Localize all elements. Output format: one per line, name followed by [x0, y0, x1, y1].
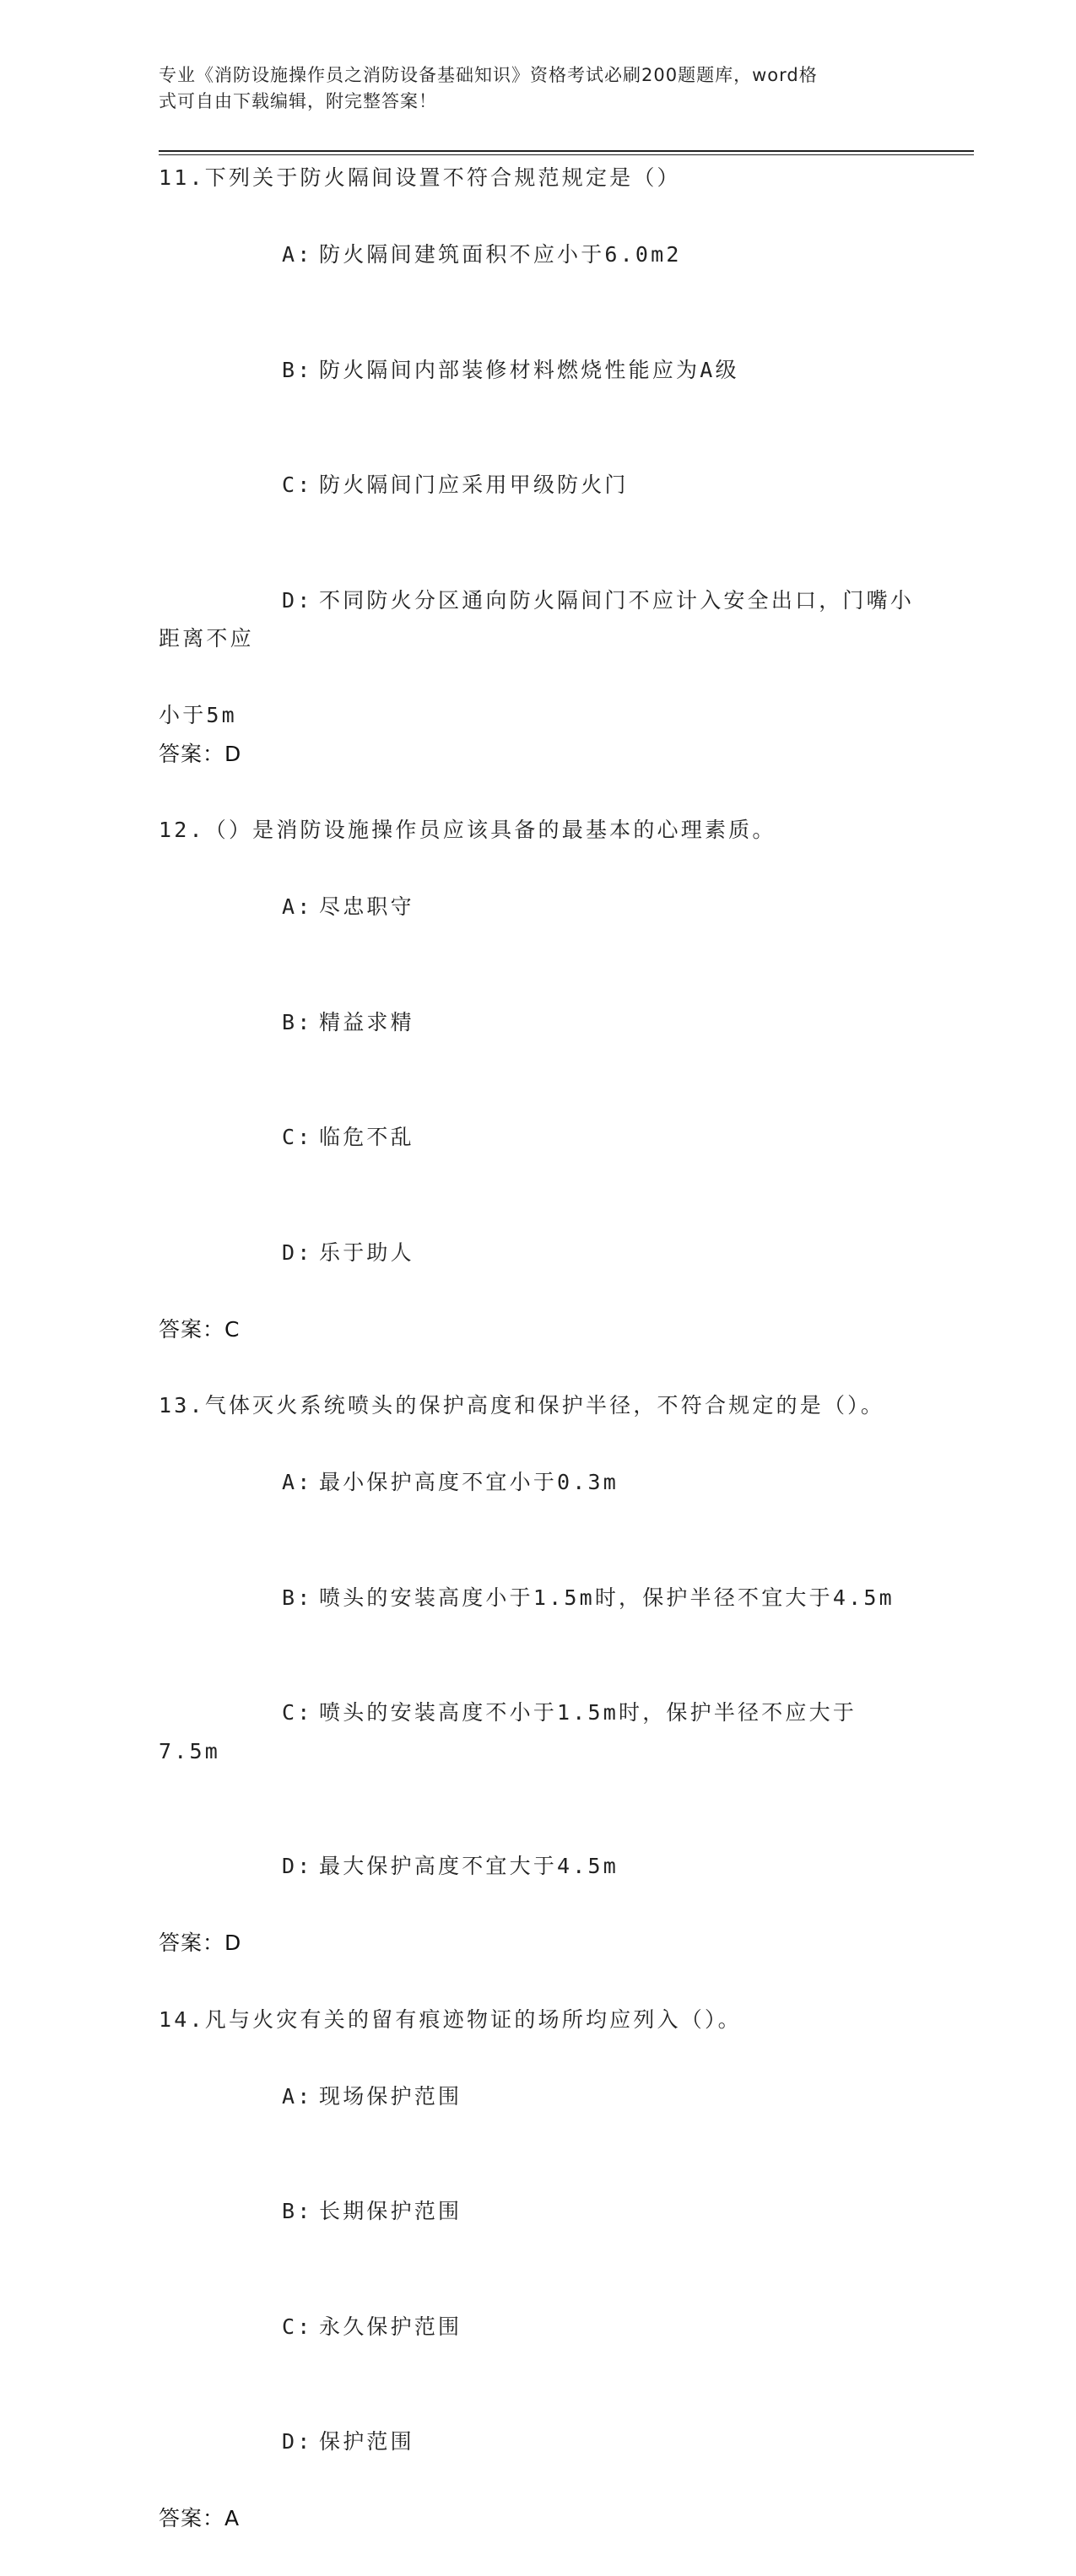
option-d — [159, 1809, 918, 1925]
question-14 — [159, 2001, 918, 2538]
option-letter: A: — [282, 2083, 313, 2109]
question-list — [159, 159, 918, 2576]
option-c — [159, 1080, 918, 1196]
option-letter: C: — [282, 473, 313, 497]
option-text: 永久保护范围 — [319, 2314, 462, 2339]
option-letter: A: — [282, 1470, 313, 1494]
option-d-continuation: 小于5m — [159, 703, 237, 727]
option-d — [159, 543, 918, 696]
option-b — [159, 312, 918, 428]
option-letter: C: — [282, 1700, 313, 1725]
option-text: 不同防火分区通向防火隔间门不应计入安全出口，门嘴小距离不应 — [159, 587, 915, 651]
option-b — [159, 1540, 918, 1655]
option-a — [159, 850, 918, 965]
question-13 — [159, 1386, 918, 1963]
option-text: 精益求精 — [319, 1009, 414, 1034]
option-c — [159, 428, 918, 543]
option-text: 保护范围 — [319, 2429, 414, 2454]
header-divider-thin — [159, 154, 974, 155]
answer-line: 答案：D — [159, 741, 242, 766]
document-header — [159, 62, 901, 115]
option-text: 现场保护范围 — [319, 2083, 462, 2109]
option-c — [159, 1655, 918, 1809]
answer-line: 答案：A — [159, 2506, 241, 2530]
option-text: 喷头的安装高度小于1.5m时，保护半径不宜大于4.5m — [319, 1585, 895, 1610]
option-text: 长期保护范围 — [319, 2199, 462, 2223]
option-text: 最小保护高度不宜小于0.3m — [319, 1470, 619, 1494]
option-letter: D: — [282, 2429, 313, 2454]
option-text: 最大保护高度不宜大于4.5m — [319, 1854, 619, 1878]
option-text: 乐于助人 — [319, 1239, 414, 1265]
option-a — [159, 1425, 918, 1541]
option-letter: D: — [282, 587, 313, 613]
option-letter: C: — [282, 1125, 313, 1149]
header-divider-thick — [159, 150, 974, 152]
option-letter: D: — [282, 1239, 313, 1265]
option-letter: B: — [282, 357, 313, 382]
option-letter: D: — [282, 1854, 313, 1878]
option-letter: B: — [282, 2199, 313, 2223]
answer-line: 答案：C — [159, 1316, 241, 1342]
option-text: 防火隔间门应采用甲级防火门 — [319, 473, 629, 497]
question-stem: 13.气体灭火系统喷头的保护高度和保护半径，不符合规定的是（）。 — [159, 1393, 885, 1418]
option-letter: A: — [282, 242, 313, 267]
option-a — [159, 197, 918, 313]
question-stem: 14.凡与火灾有关的留有痕迹物证的场所均应列入（）。 — [159, 2006, 742, 2032]
option-text: 临危不乱 — [319, 1125, 414, 1149]
header-line-2: 式可自由下载编辑，附完整答案！ — [159, 91, 437, 111]
option-c — [159, 2269, 918, 2384]
question-12 — [159, 811, 918, 1348]
option-letter: A: — [282, 894, 313, 919]
question-11 — [159, 159, 918, 773]
option-letter: B: — [282, 1585, 313, 1610]
option-letter: B: — [282, 1009, 313, 1034]
answer-line: 答案：D — [159, 1931, 242, 1955]
option-b — [159, 2154, 918, 2270]
option-d — [159, 2384, 918, 2500]
option-text: 防火隔间建筑面积不应小于6.0m2 — [319, 242, 682, 267]
option-d — [159, 1195, 918, 1310]
option-text: 尽忠职守 — [319, 894, 414, 919]
option-a — [159, 2039, 918, 2154]
option-letter: C: — [282, 2314, 313, 2339]
option-text: 防火隔间内部装修材料燃烧性能应为A级 — [319, 357, 739, 382]
option-b — [159, 964, 918, 1080]
header-line-1: 专业《消防设施操作员之消防设备基础知识》资格考试必刷200题题库，word格 — [159, 65, 818, 85]
option-text: 喷头的安装高度不小于1.5m时，保护半径不应大于7.5m — [159, 1700, 857, 1763]
question-stem: 11.下列关于防火隔间设置不符合规范规定是（） — [159, 165, 681, 190]
question-stem: 12.（）是消防设施操作员应该具备的最基本的心理素质。 — [159, 818, 776, 842]
